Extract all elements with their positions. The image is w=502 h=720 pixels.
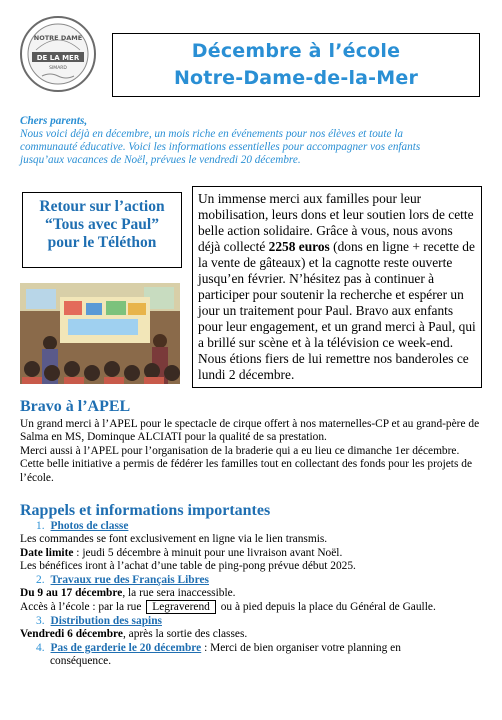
rappel-number: 1.	[36, 520, 45, 532]
telethon-heading-box	[22, 192, 182, 268]
rappel-number: 4.	[36, 641, 45, 654]
title-line-1: Décembre à l’école	[191, 40, 401, 62]
telethon-text-after: (dons en ligne + recette de la vente de gâteaux) et la cagnotte reste ouverte jusqu’en février. N’hésitez pas à continuer à participer pour soutenir la recherche et espérer un jour un traitement pour Paul. Bravo aux enfants pour leur engagement, et un grand merci à Paul, qui a brillé sur scène et à la télévision ce week-end. Nous étions fiers de lui remettre nos banderoles ce lundi 2 décembre.	[198, 239, 476, 382]
telethon-heading-line-2: “Tous avec Paul”	[45, 216, 159, 233]
rappel-item-2-line-1	[20, 587, 490, 600]
logo-bottom-text: DE LA MER	[36, 54, 80, 62]
rappel-item-3-title	[20, 615, 490, 628]
intro-line-1: Nous voici déjà en décembre, un mois riche en événements pour nos élèves et toute la	[20, 128, 403, 140]
garderie-text-2: conséquence.	[50, 655, 112, 668]
rappel-item-4	[20, 642, 490, 655]
apel-heading: Bravo à l’APEL	[20, 398, 131, 415]
telethon-thanks-box	[192, 186, 482, 388]
telethon-heading-line-3: pour le Téléthon	[47, 234, 157, 251]
rappel-item-3-line-1	[20, 628, 490, 641]
newsletter-title-box	[112, 33, 480, 97]
rappel-item-2-line-2	[20, 600, 490, 614]
intro-paragraph	[20, 115, 490, 167]
logo-top-text: NOTRE DAME	[33, 34, 83, 42]
rappel-item-1-line-3: Les bénéfices iront à l’achat d’une table de ping-pong prévue début 2025.	[20, 560, 356, 573]
date-limite-text: : jeudi 5 décembre à minuit pour une livraison avant Noël.	[73, 546, 343, 559]
rappel-item-2-title	[20, 574, 490, 587]
rappel-item-1-title	[20, 520, 490, 533]
rappel-number: 2.	[36, 573, 45, 586]
access-text-before: Accès à l’école : par la rue	[20, 601, 142, 614]
school-logo	[20, 16, 96, 92]
telethon-heading-line-1: Retour sur l’action	[39, 198, 165, 215]
travaux-dates: Du 9 au 17 décembre	[20, 587, 123, 600]
sapins-link[interactable]: Distribution des sapins	[50, 614, 162, 627]
telethon-photo	[20, 283, 180, 384]
photos-de-classe-link[interactable]: Photos de classe	[50, 520, 129, 532]
intro-line-2: communauté éducative. Voici les informations essentielles pour accompagner vos enfants	[20, 141, 421, 153]
rappels-list	[20, 520, 490, 668]
rappel-number: 3.	[36, 614, 45, 627]
apel-paragraph-1: Un grand merci à l’APEL pour le spectacle de cirque offert à nos maternelles-CP et au grand-père de Salma en MS, Dominque ALCIATI pour la qualité de sa prestation.	[20, 418, 480, 444]
sapins-text: , après la sortie des classes.	[122, 628, 248, 641]
apel-paragraph-2: Merci aussi à l’APEL pour l’organisation de la braderie qui a eu lieu ce dimanche 1er décembre. Cette belle initiative a permis de fédérer les familles tout en collectant des fonds pour les projets de l’école.	[20, 444, 472, 484]
sapins-date: Vendredi 6 décembre	[20, 628, 123, 641]
travaux-text: , la rue sera inaccessible.	[122, 587, 236, 600]
logo-place-text: SIMARD	[49, 66, 67, 71]
rappels-heading: Rappels et informations importantes	[20, 502, 271, 519]
garderie-link[interactable]: Pas de garderie le 20 décembre	[50, 641, 202, 654]
street-name-box: Legraverend	[146, 600, 216, 614]
telethon-text-before: Un immense merci aux familles pour leur mobilisation, leurs dons et leur soutien lors de cette belle action solidaire. Grâce à vous, nous avons déjà collecté	[198, 191, 474, 254]
rappel-item-1-line-1: Les commandes se font exclusivement en ligne via le lien transmis.	[20, 533, 328, 546]
apel-text	[20, 418, 480, 485]
telethon-amount: 2258 euros	[268, 239, 330, 254]
rappel-item-1-line-2	[20, 547, 490, 560]
travaux-link[interactable]: Travaux rue des Français Libres	[50, 573, 209, 586]
date-limite-label: Date limite	[20, 546, 74, 559]
intro-line-3: jusqu’aux vacances de Noël, prévues le vendredi 20 décembre.	[20, 154, 301, 166]
garderie-text: : Merci de bien organiser votre planning en	[201, 641, 401, 654]
access-text-after: ou à pied depuis la place du Général de Gaulle.	[220, 601, 436, 614]
intro-greeting: Chers parents,	[20, 115, 88, 127]
title-line-2: Notre-Dame-de-la-Mer	[173, 67, 419, 89]
